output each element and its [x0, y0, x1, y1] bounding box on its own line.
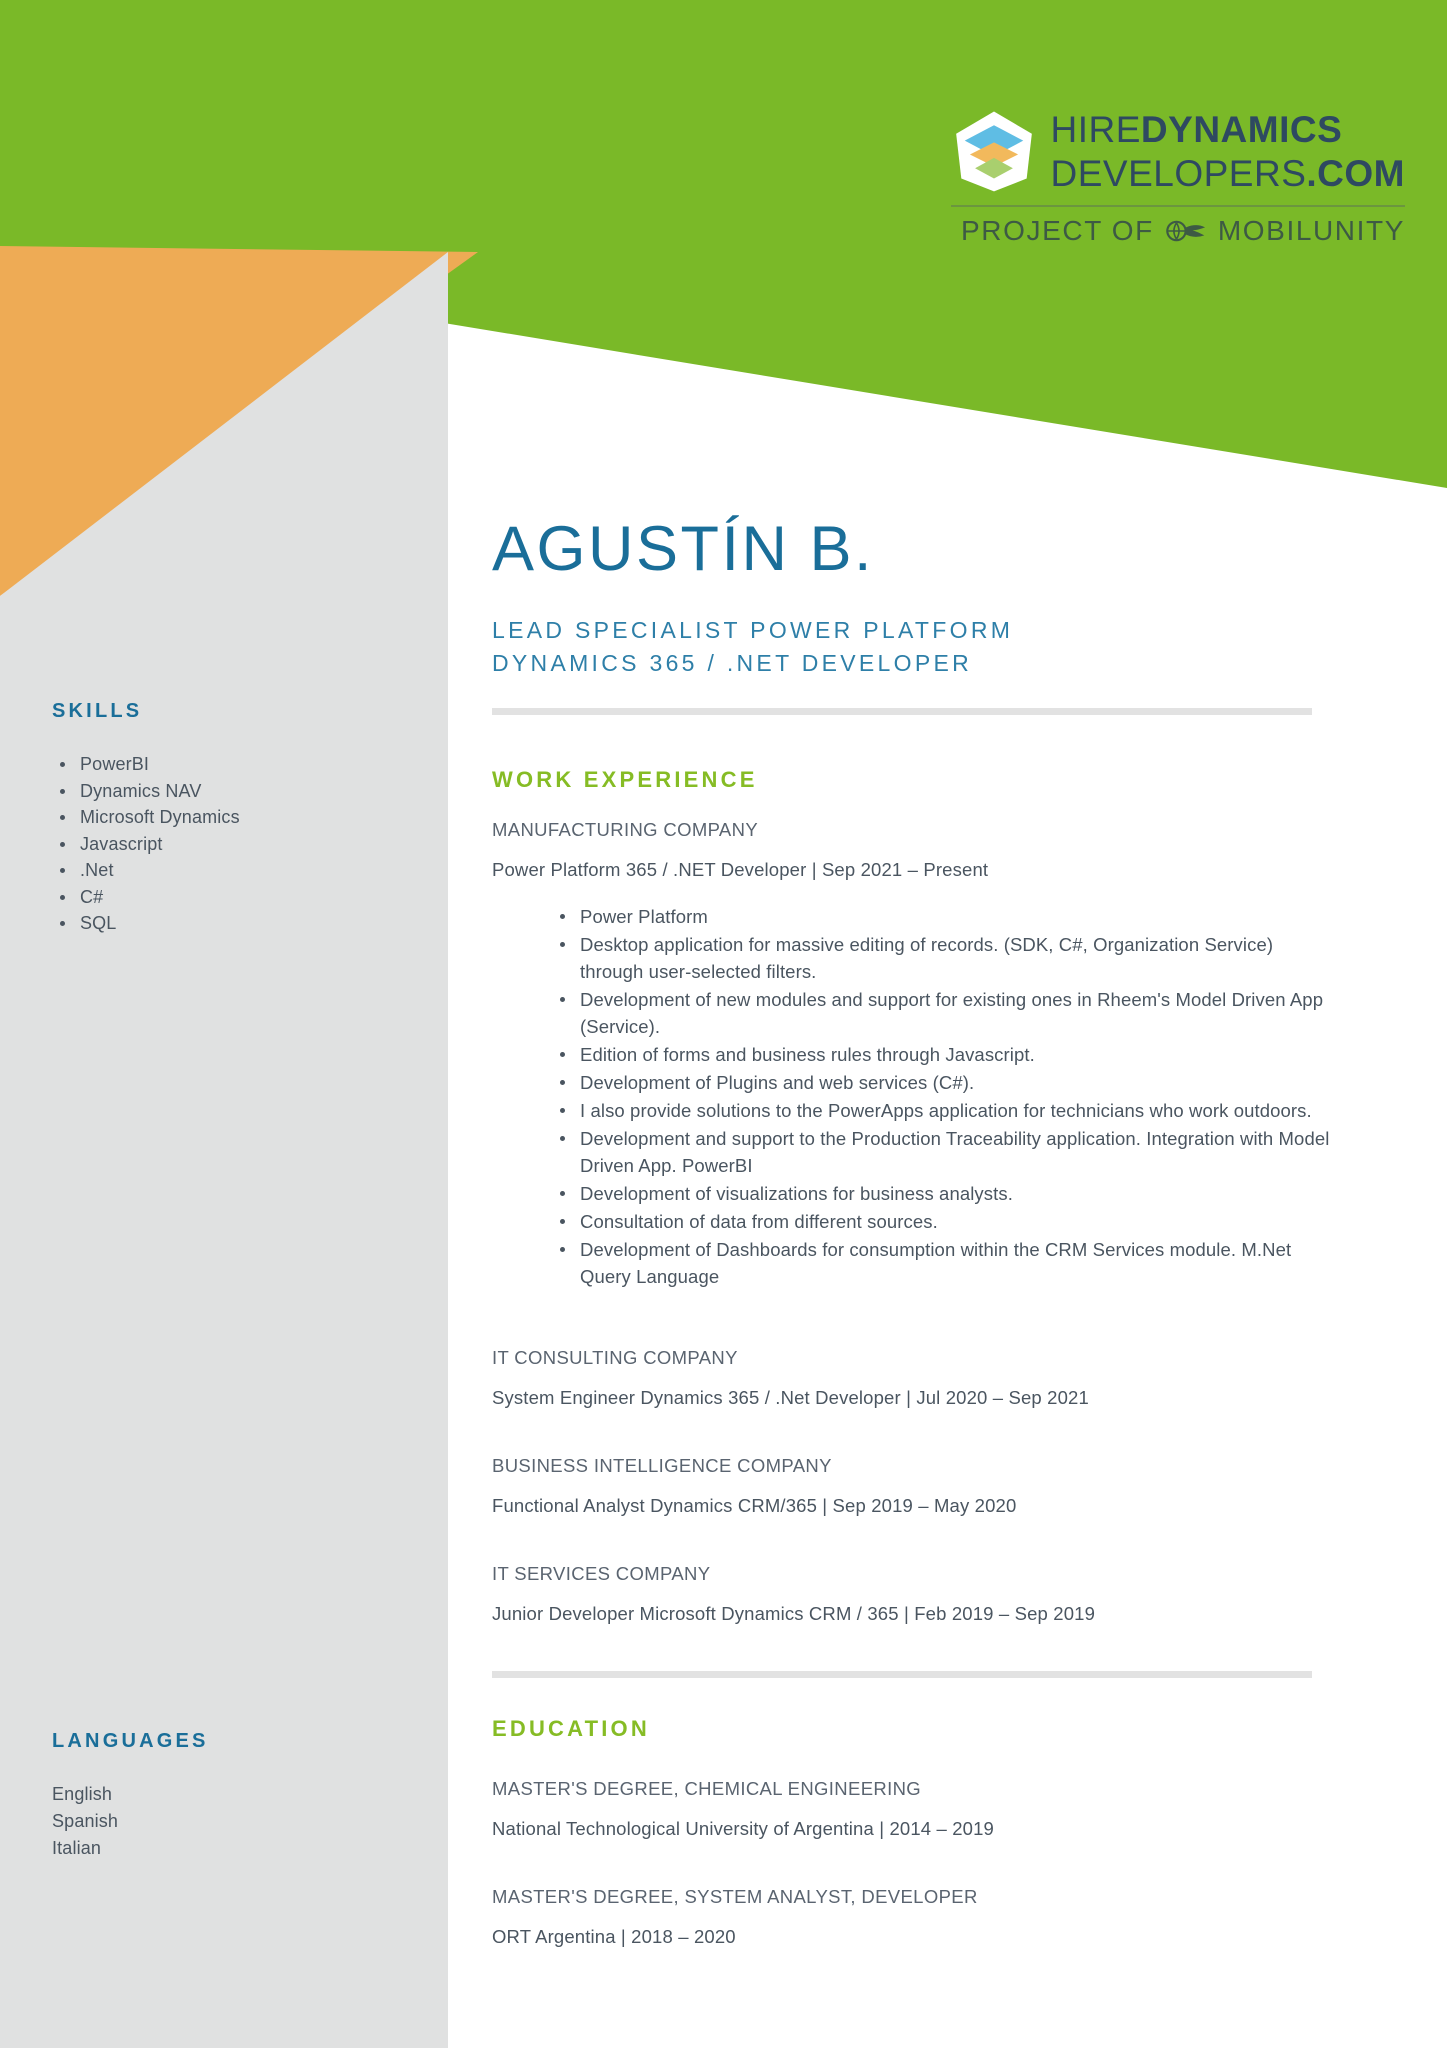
- languages-section: [0, 1730, 448, 1862]
- logo-line-2: [1050, 152, 1405, 194]
- logo-hire-text: HIRE: [1050, 108, 1141, 150]
- logo-divider-rule: [951, 205, 1405, 207]
- page-title: AGUSTÍN B.: [492, 514, 875, 584]
- list-item: English: [52, 1784, 113, 1804]
- list-item: Development of Dashboards for consumption within the CRM Services module. M.Net Query Language: [554, 1236, 1332, 1290]
- work-entry: [492, 1451, 1332, 1521]
- winged-globe-icon: [1164, 217, 1208, 245]
- work-role: Junior Developer Microsoft Dynamics CRM / 365 | Feb 2019 – Sep 2019: [492, 1603, 1096, 1624]
- subtitle-line-1: LEAD SPECIALIST POWER PLATFORM: [492, 617, 1014, 643]
- company-logo: [951, 108, 1405, 247]
- work-company: IT CONSULTING COMPANY: [492, 1347, 738, 1368]
- logo-dynamics-text: DYNAMICS: [1140, 108, 1343, 150]
- list-item: Edition of forms and business rules through Javascript.: [554, 1041, 1332, 1068]
- list-item: Microsoft Dynamics: [52, 804, 448, 831]
- logo-tagline-brand: MOBILUNITY: [1217, 215, 1405, 246]
- logo-wordmark: [1050, 108, 1405, 194]
- job-subtitle: [492, 614, 1332, 680]
- layered-cube-icon: [951, 108, 1037, 194]
- list-item: Development of new modules and support for existing ones in Rheem's Model Driven App (Service).: [554, 986, 1332, 1040]
- subtitle-line-2: DYNAMICS 365 / .NET DEVELOPER: [492, 650, 973, 676]
- education-degree: MASTER'S DEGREE, CHEMICAL ENGINEERING: [492, 1778, 922, 1799]
- education-entry: [492, 1882, 1332, 1952]
- work-duties-list: [554, 903, 1332, 1290]
- work-entry: [492, 815, 1332, 1290]
- list-item: Development and support to the Production Traceability application. Integration with Model Driven App. PowerBI: [554, 1125, 1332, 1179]
- list-item: I also provide solutions to the PowerApps application for technicians who work outdoors.: [554, 1097, 1332, 1124]
- list-item: PowerBI: [52, 751, 448, 778]
- logo-main-row: [951, 108, 1405, 194]
- education-degree: MASTER'S DEGREE, SYSTEM ANALYST, DEVELOPER: [492, 1886, 978, 1907]
- list-item: .Net: [52, 857, 448, 884]
- languages-list: [52, 1781, 448, 1862]
- education-school: National Technological University of Argentina | 2014 – 2019: [492, 1818, 994, 1839]
- list-item: Consultation of data from different sources.: [554, 1208, 1332, 1235]
- work-company: IT SERVICES COMPANY: [492, 1563, 711, 1584]
- languages-heading: LANGUAGES: [52, 1730, 209, 1752]
- education-heading: EDUCATION: [492, 1716, 650, 1741]
- sidebar: [0, 0, 448, 2048]
- list-item: Javascript: [52, 831, 448, 858]
- skills-list: [52, 751, 448, 937]
- list-item: Dynamics NAV: [52, 778, 448, 805]
- education-entry: [492, 1774, 1332, 1844]
- spacer: [492, 1291, 1332, 1321]
- list-item: Power Platform: [554, 903, 1332, 930]
- list-item: Development of Plugins and web services (C#).: [554, 1069, 1332, 1096]
- skills-heading: SKILLS: [52, 700, 143, 722]
- work-role: System Engineer Dynamics 365 / .Net Developer | Jul 2020 – Sep 2021: [492, 1387, 1089, 1408]
- work-role: Power Platform 365 / .NET Developer | Sep 2021 – Present: [492, 859, 989, 880]
- list-item: Spanish: [52, 1811, 119, 1831]
- logo-tagline: [961, 215, 1405, 247]
- logo-dotcom-text: .COM: [1306, 152, 1405, 194]
- main-content: [492, 0, 1332, 1952]
- list-item: Italian: [52, 1838, 102, 1858]
- list-item: C#: [52, 884, 448, 911]
- work-company: MANUFACTURING COMPANY: [492, 819, 759, 840]
- list-item: Desktop application for massive editing of records. (SDK, C#, Organization Service) through user-selected filters.: [554, 931, 1332, 985]
- list-item: SQL: [52, 910, 448, 937]
- work-experience-heading: WORK EXPERIENCE: [492, 767, 758, 792]
- work-entry: [492, 1559, 1332, 1629]
- logo-tagline-prefix: PROJECT OF: [961, 215, 1154, 246]
- header-divider: [492, 708, 1312, 715]
- work-company: BUSINESS INTELLIGENCE COMPANY: [492, 1455, 832, 1476]
- education-school: ORT Argentina | 2018 – 2020: [492, 1926, 736, 1947]
- work-role: Functional Analyst Dynamics CRM/365 | Sep 2019 – May 2020: [492, 1495, 1017, 1516]
- skills-section: [0, 700, 448, 937]
- work-entry: [492, 1343, 1332, 1413]
- education-divider: [492, 1671, 1312, 1678]
- list-item: Development of visualizations for business analysts.: [554, 1180, 1332, 1207]
- logo-developers-text: DEVELOPERS: [1050, 152, 1307, 194]
- logo-line-1: [1050, 108, 1405, 150]
